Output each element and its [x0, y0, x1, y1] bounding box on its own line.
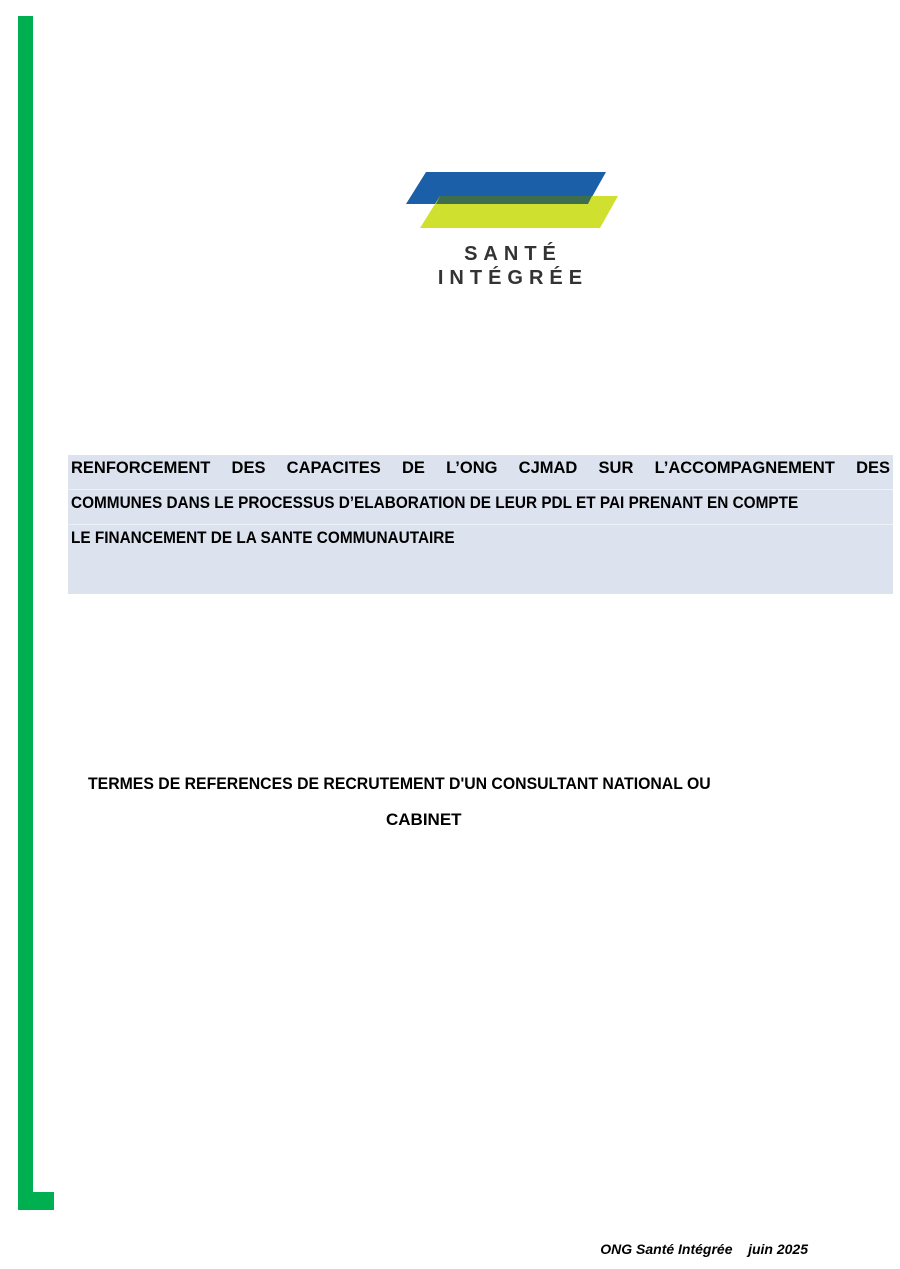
footer: [600, 1241, 808, 1257]
logo-text-integree: INTÉGRÉE: [437, 267, 589, 289]
project-title-box: [68, 455, 893, 594]
document-subtitle-line-1: TERMES DE REFERENCES DE RECRUTEMENT D'UN CONSULTANT NATIONAL OU: [88, 774, 711, 793]
logo-text-sante: SANTÉ: [464, 243, 562, 265]
green-border-foot: [18, 1192, 54, 1210]
green-vertical-border: [18, 16, 33, 1210]
document-subtitle-line-2: CABINET: [386, 810, 462, 829]
project-title-line-1: RENFORCEMENT DES CAPACITES DE L’ONG CJMAD SUR L’ACCOMPAGNEMENT DES: [71, 459, 890, 477]
sante-integree-logo: [388, 110, 638, 330]
footer-org: ONG Santé Intégrée: [600, 1241, 733, 1257]
footer-date: juin 2025: [748, 1241, 808, 1257]
project-title-line-3: LE FINANCEMENT DE LA SANTE COMMUNAUTAIRE: [71, 529, 455, 547]
project-title-line-2: COMMUNES DANS LE PROCESSUS D’ELABORATION DE LEUR PDL ET PAI PRENANT EN COMPTE: [71, 494, 799, 512]
